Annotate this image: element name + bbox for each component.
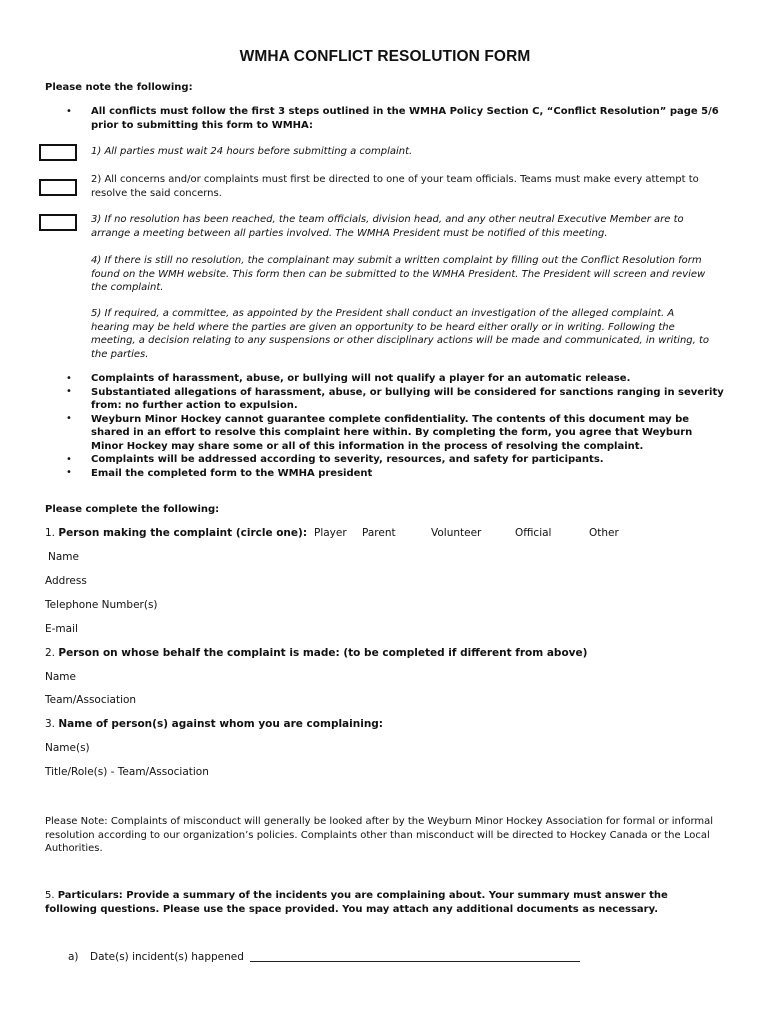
step-4-line1: 4) If there is still no resolution, the complainant may submit a written complaint by filling out the Conflict Resolution form (91, 255, 702, 266)
option-other[interactable]: Other (589, 527, 619, 539)
misconduct-note-line1: Please Note: Complaints of misconduct will generally be looked after by the Weyburn Minor Hockey Association for formal or informal (45, 816, 714, 827)
step-2-line2: resolve the said concerns. (91, 187, 222, 199)
question-1-label: Person making the complaint (circle one): (58, 527, 308, 539)
field-email[interactable]: E-mail (45, 623, 78, 635)
intro-bullet-line2: prior to submitting this form to WMHA: (91, 119, 313, 131)
bullet-substantiated-line2: from: no further action to expulsion. (91, 400, 298, 411)
field-behalf-name[interactable]: Name (45, 671, 76, 683)
form-title: WMHA CONFLICT RESOLUTION FORM (239, 48, 531, 65)
question-2-label: Person on whose behalf the complaint is made: (to be completed if different from above) (58, 647, 588, 659)
bullet-marker: • (66, 106, 72, 117)
step-3-line1: 3) If no resolution has been reached, the team officials, division head, and any other neutral Executive Member are to (91, 214, 684, 225)
misconduct-note-line2: resolution according to our organization’s policies. Complaints other than misconduct will be directed to Hockey Canada or the Local (45, 829, 710, 841)
step-2-line1: 2) All concerns and/or complaints must first be directed to one of your team officials. Teams must make every attempt to (91, 174, 699, 185)
date-incident-underline[interactable] (250, 951, 580, 962)
question-3 (45, 718, 383, 730)
misconduct-note-line3: Authorities. (45, 843, 103, 854)
step-5-line4: the parties. (91, 348, 149, 360)
step-5 (91, 307, 709, 361)
field-behalf-team[interactable]: Team/Association (45, 694, 137, 706)
bullet-harassment: Complaints of harassment, abuse, or bullying will not qualify a player for an automatic release. (91, 373, 631, 384)
bullet-marker: • (66, 467, 72, 478)
option-parent[interactable]: Parent (362, 527, 396, 539)
step1-checkbox[interactable] (39, 144, 77, 161)
field-telephone[interactable]: Telephone Number(s) (45, 599, 158, 611)
bullet-confidentiality-line1: Weyburn Minor Hockey cannot guarantee complete confidentiality. The contents of this document may be (91, 413, 690, 425)
field-respondent-title[interactable]: Title/Role(s) - Team/Association (45, 766, 209, 778)
field-name[interactable]: Name (48, 551, 79, 563)
option-official[interactable]: Official (515, 527, 552, 539)
step3-checkbox[interactable] (39, 214, 77, 231)
intro-bullet (91, 105, 719, 132)
bullet-substantiated-line1: Substantiated allegations of harassment, abuse, or bullying will be considered for sanctions ranging in severity (91, 386, 724, 398)
bullet-confidentiality-line3: Minor Hockey may share some or all of this information in the process of resolving the complaint. (91, 440, 644, 452)
intro-bullet-line1: All conflicts must follow the first 3 steps outlined in the WMHA Policy Section C, “Conflict Resolution” page 5/6 (91, 106, 719, 117)
bullet-marker: • (66, 454, 72, 465)
policy-bullets (91, 372, 724, 480)
option-player[interactable]: Player (314, 527, 347, 539)
date-incident-field[interactable] (250, 951, 580, 965)
bullet-marker: • (66, 373, 72, 384)
question-5-number: 5. (45, 890, 55, 901)
question-5a-label: Date(s) incident(s) happened (90, 951, 244, 963)
field-address[interactable]: Address (45, 575, 87, 587)
misconduct-note (45, 815, 713, 856)
question-1-number: 1. (45, 527, 56, 539)
question-3-label: Name of person(s) against whom you are complaining: (58, 718, 384, 730)
step-4-line2: found on the WMH website. This form then can be submitted to the WMHA President. The President will screen and review (91, 268, 706, 280)
step-4 (91, 254, 705, 295)
step-5-line1: 5) If required, a committee, as appointed by the President shall conduct an investigation of the alleged complaint. A (91, 308, 675, 319)
step2-checkbox[interactable] (39, 179, 77, 196)
question-5 (45, 889, 668, 916)
question-3-number: 3. (45, 718, 56, 730)
step-1: 1) All parties must wait 24 hours before submitting a complaint. (91, 146, 413, 157)
bullet-marker: • (66, 413, 72, 424)
complete-heading: Please complete the following: (45, 504, 220, 515)
question-1 (45, 527, 307, 539)
step-3-line2: arrange a meeting between all parties involved. The WMHA President must be notified of this meeting. (91, 227, 608, 239)
step-5-line2: hearing may be held where the parties are given an opportunity to be heard either orally or in writing. Following the (91, 321, 675, 333)
bullet-email: Email the completed form to the WMHA president (91, 467, 373, 479)
question-2-number: 2. (45, 647, 56, 659)
step-4-line3: the complaint. (91, 282, 164, 293)
step-2 (91, 173, 699, 200)
bullet-marker: • (66, 386, 72, 397)
question-5a-marker: a) (68, 951, 79, 963)
question-2 (45, 647, 587, 659)
option-volunteer[interactable]: Volunteer (431, 527, 482, 539)
bullet-confidentiality-line2: shared in an effort to resolve this complaint here within. By completing the form, you agree that Weyburn (91, 427, 693, 438)
step-5-line3: meeting, a decision relating to any suspensions or other disciplinary actions will be made and communicated, in writing, to (91, 335, 710, 346)
field-respondent-names[interactable]: Name(s) (45, 742, 90, 754)
question-5-label-line2: following questions. Please use the space provided. You may attach any additional documents as necessary. (45, 903, 658, 915)
bullet-addressed: Complaints will be addressed according to severity, resources, and safety for participants. (91, 454, 604, 465)
step-3 (91, 213, 684, 240)
note-heading: Please note the following: (45, 82, 193, 93)
question-5-label-line1: Particulars: Provide a summary of the incidents you are complaining about. Your summary must answer the (57, 890, 668, 901)
